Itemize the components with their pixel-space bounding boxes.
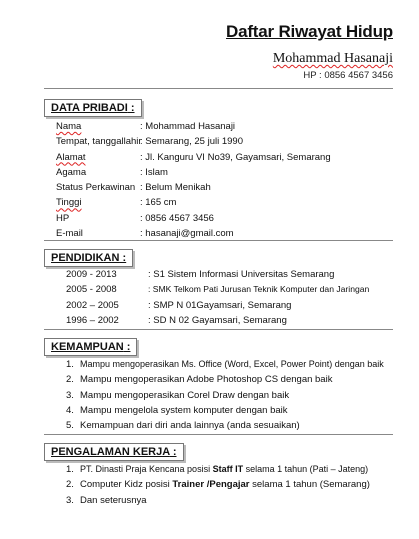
education-row: [66, 267, 393, 282]
experience-text: [80, 495, 147, 506]
heading-colon: :: [169, 446, 177, 458]
personal-label: Tinggi: [56, 197, 82, 209]
personal-row: [56, 195, 393, 210]
header-divider: [44, 88, 393, 89]
list-item: [66, 403, 393, 418]
list-item: [66, 418, 393, 433]
skill-text: Mampu mengelola system komputer dengan baik: [80, 404, 288, 416]
heading-colon: :: [123, 341, 131, 353]
resume-header: [226, 22, 393, 82]
personal-row: [56, 150, 393, 165]
skills-list: [44, 357, 393, 433]
list-item: [66, 477, 393, 492]
experience-text: [80, 464, 368, 474]
list-number: 3.: [66, 389, 74, 401]
personal-value: : hasanaji@gmail.com: [140, 228, 234, 240]
list-item: [66, 493, 393, 508]
education-years: 2009 - 2013: [66, 269, 117, 280]
personal-rows: [44, 119, 393, 241]
skills-section: [44, 337, 393, 433]
skills-heading-text: KEMAMPUAN: [51, 341, 124, 353]
education-heading-text: PENDIDIKAN: [51, 252, 120, 264]
experience-text: [80, 479, 370, 490]
list-number: 1.: [66, 359, 74, 370]
experience-company: Computer Kidz posisi: [80, 479, 173, 491]
personal-row: [56, 119, 393, 134]
experience-duration: selama 1 tahun (Semarang): [249, 479, 370, 491]
personal-heading: [44, 99, 142, 117]
experience-position: Staff IT: [212, 464, 244, 474]
experience-heading-text: PENGALAMAN KERJA: [51, 446, 170, 458]
personal-label: E-mail: [56, 228, 83, 240]
personal-label: Agama: [56, 166, 87, 178]
personal-row: [56, 211, 393, 226]
list-number: 2.: [66, 374, 74, 386]
skill-text: Kemampuan dari diri anda lainnya (anda sesuaikan): [80, 420, 300, 432]
heading-colon: :: [127, 102, 135, 114]
personal-label: Nama: [56, 121, 82, 132]
education-heading: [44, 249, 133, 267]
education-school: : SD N 02 Gayamsari, Semarang: [148, 314, 287, 326]
personal-label: Tempat, tanggallahir: [56, 136, 142, 148]
list-number: 3.: [66, 494, 74, 506]
education-years: 2002 – 2005: [66, 299, 119, 311]
list-item: [66, 372, 393, 387]
education-row: [66, 282, 393, 297]
personal-section: [44, 98, 393, 241]
list-number: 5.: [66, 420, 74, 432]
list-item: [66, 462, 393, 477]
education-school: : SMK Telkom Pati Jurusan Teknik Komputer dan Jaringan: [148, 284, 370, 295]
skill-text: Mampu mengoperasikan Adobe Photoshop CS dengan baik: [80, 374, 333, 386]
experience-heading: [44, 443, 184, 461]
personal-row: [56, 180, 393, 195]
experience-company: Dan seterusnya: [80, 494, 147, 506]
education-rows: [44, 267, 393, 328]
applicant-name: [226, 51, 393, 67]
experience-duration: selama 1 tahun (Pati – Jateng): [243, 464, 369, 474]
document-title: Daftar Riwayat Hidup: [226, 22, 393, 41]
personal-value: : 165 cm: [140, 197, 177, 209]
education-school: : S1 Sistem Informasi Universitas Semarang: [148, 269, 335, 280]
experience-position: Trainer /Pengajar: [172, 479, 250, 491]
list-item: [66, 357, 393, 372]
education-section: [44, 248, 393, 328]
personal-value: : Semarang, 25 juli 1990: [140, 136, 243, 148]
experience-list: [44, 462, 393, 508]
education-years: 1996 – 2002: [66, 314, 119, 326]
personal-value: : Belum Menikah: [140, 182, 211, 194]
skill-text: Mampu mengoperasikan Corel Draw dengan baik: [80, 389, 290, 401]
personal-heading-text: DATA PRIBADI: [51, 102, 128, 114]
personal-label: Alamat: [56, 151, 86, 163]
list-number: 4.: [66, 404, 74, 416]
personal-label: Status Perkawinan: [56, 182, 136, 194]
experience-section: [44, 442, 393, 508]
heading-colon: :: [119, 252, 127, 264]
experience-company: PT. Dinasti Praja Kencana posisi: [80, 464, 213, 474]
section-divider: [44, 329, 393, 330]
list-number: 1.: [66, 464, 74, 475]
personal-row: [56, 134, 393, 149]
section-divider: [44, 240, 393, 241]
education-row: [66, 298, 393, 313]
education-school: : SMP N 01Gayamsari, Semarang: [148, 299, 292, 311]
personal-label: HP: [56, 212, 70, 224]
section-divider: [44, 434, 393, 435]
personal-value: : Jl. Kanguru VI No39, Gayamsari, Semarang: [140, 151, 331, 163]
applicant-phone: HP : 0856 4567 3456: [303, 70, 393, 81]
education-row: [66, 313, 393, 328]
personal-row: [56, 165, 393, 180]
skill-text: Mampu mengoperasikan Ms. Office (Word, Excel, Power Point) dengan baik: [80, 359, 384, 369]
applicant-name-text: Mohammad Hasanaji: [272, 51, 393, 66]
personal-value: : Islam: [140, 166, 168, 178]
personal-value: : Mohammad Hasanaji: [140, 121, 236, 132]
education-years: 2005 - 2008: [66, 284, 117, 296]
skills-heading: [44, 338, 137, 356]
list-number: 2.: [66, 479, 74, 491]
personal-value: : 0856 4567 3456: [140, 212, 214, 224]
list-item: [66, 388, 393, 403]
